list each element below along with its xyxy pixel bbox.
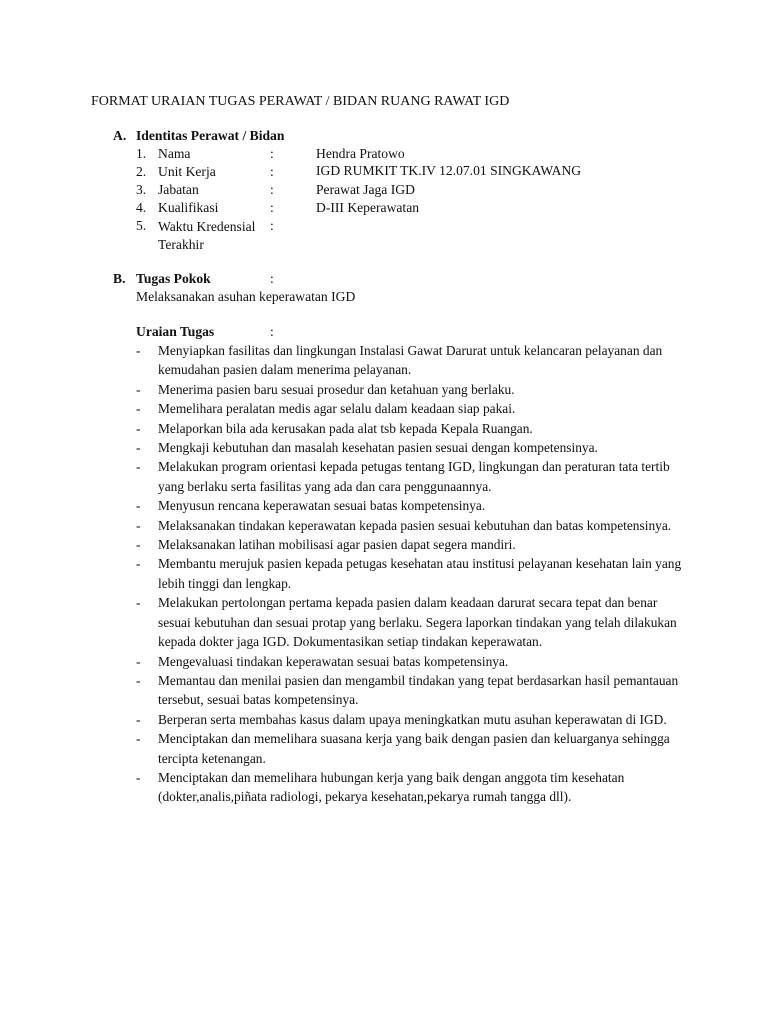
task-text: Menciptakan dan memelihara hubungan kerja yang baik dengan anggota tim kesehatan (dokter,analis,piñata radiologi, pekarya kesehatan,pekarya rumah tangga dll). <box>158 769 625 805</box>
uraian-tugas-colon: : <box>270 324 274 339</box>
row-value: Perawat Jaga IGD <box>316 182 415 197</box>
list-item <box>136 535 684 554</box>
dash-bullet: - <box>136 556 141 572</box>
task-text: Melaksanakan tindakan keperawatan kepada pasien sesuai kebutuhan dan batas kompetensinya. <box>158 517 672 533</box>
row-label: Unit Kerja <box>158 164 216 179</box>
dash-bullet: - <box>136 731 141 747</box>
dash-bullet: - <box>136 517 141 533</box>
section-b-letter: B. <box>113 271 126 286</box>
list-item <box>136 496 684 515</box>
list-item <box>136 710 684 729</box>
row-value: D-III Keperawatan <box>316 200 420 215</box>
row-colon: : <box>270 182 274 197</box>
dash-bullet: - <box>136 711 141 727</box>
section-b-colon: : <box>270 271 274 286</box>
list-item <box>136 729 684 768</box>
list-item <box>136 671 684 710</box>
dash-bullet: - <box>136 672 141 688</box>
row-colon: : <box>270 218 274 233</box>
dash-bullet: - <box>136 381 141 397</box>
row-colon: : <box>270 164 274 179</box>
task-text: Mengevaluasi tindakan keperawatan sesuai batas kompetensinya. <box>158 653 509 669</box>
section-a-letter: A. <box>113 128 127 143</box>
dash-bullet: - <box>136 459 141 475</box>
row-colon: : <box>270 146 274 161</box>
list-item <box>136 380 684 399</box>
row-label: Nama <box>158 146 191 161</box>
list-item <box>136 768 684 807</box>
dash-bullet: - <box>136 769 141 785</box>
list-item <box>136 419 684 438</box>
list-item <box>136 399 684 418</box>
task-text: Menerima pasien baru sesuai prosedur dan ketahuan yang berlaku. <box>158 381 515 397</box>
list-item <box>136 457 684 496</box>
row-number: 2. <box>136 164 147 179</box>
list-item <box>136 516 684 535</box>
row-label: Kualifikasi <box>158 200 219 215</box>
task-text: Melaksanakan latihan mobilisasi agar pasien dapat segera mandiri. <box>158 537 516 553</box>
row-number: 5. <box>136 218 147 233</box>
row-value: Hendra Pratowo <box>316 146 405 161</box>
dash-bullet: - <box>136 440 141 456</box>
task-text: Memelihara peralatan medis agar selalu dalam keadaan siap pakai. <box>158 401 516 417</box>
dash-bullet: - <box>136 498 141 514</box>
dash-bullet: - <box>136 343 141 358</box>
row-colon: : <box>270 200 274 215</box>
task-list <box>136 341 684 807</box>
task-text: Melaporkan bila ada kerusakan pada alat tsb kepada Kepala Ruangan. <box>158 420 533 436</box>
task-text: Berperan serta membahas kasus dalam upaya meningkatkan mutu asuhan keperawatan di IGD. <box>158 711 667 727</box>
list-item <box>136 554 684 593</box>
task-text: Menciptakan dan memelihara suasana kerja yang baik dengan pasien dan keluarganya sehingga tercipta ketenangan. <box>158 731 670 766</box>
row-number: 3. <box>136 182 147 197</box>
list-item <box>136 438 684 457</box>
list-item <box>136 593 684 651</box>
dash-bullet: - <box>136 595 141 611</box>
row-number: 1. <box>136 146 147 161</box>
row-label: Jabatan <box>158 182 199 197</box>
dash-bullet: - <box>136 420 141 436</box>
dash-bullet: - <box>136 401 141 417</box>
section-b-heading: Tugas Pokok <box>136 271 211 286</box>
document-title: FORMAT URAIAN TUGAS PERAWAT / BIDAN RUANG RAWAT IGD <box>91 94 510 109</box>
list-item <box>136 341 684 380</box>
list-item <box>136 652 684 671</box>
task-text: Mengkaji kebutuhan dan masalah kesehatan pasien sesuai dengan kompetensinya. <box>158 440 598 456</box>
task-text: Melakukan program orientasi kepada petugas tentang IGD, lingkungan dan peraturan tata tertib yang berlaku serta fasilitas yang ada dan cara penggunaannya. <box>158 459 670 494</box>
row-label: Waktu Kredensial Terakhir <box>158 219 256 252</box>
task-text: Memantau dan menilai pasien dan mengambil tindakan yang tepat berdasarkan hasil pemantauan tersebut, sesuai batas kompetensinya. <box>158 672 679 708</box>
section-a-heading: Identitas Perawat / Bidan <box>136 128 285 143</box>
task-text: Melakukan pertolongan pertama kepada pasien dalam keadaan darurat secara tepat dan benar sesuai kebutuhan dan sesuai protap yang berlaku. Segera laporkan tindakan yang telah dilakukan kepada dokter jaga IGD. Dokumentasikan setiap tindakan keperawatan. <box>158 595 677 650</box>
task-text: Membantu merujuk pasien kepada petugas kesehatan atau institusi pelayanan kesehatan lain yang lebih tinggi dan lengkap. <box>158 556 682 591</box>
dash-bullet: - <box>136 537 141 553</box>
task-text: Menyiapkan fasilitas dan lingkungan Instalasi Gawat Darurat untuk kelancaran pelayanan dan kemudahan pasien dalam menerima pelayanan. <box>158 343 663 378</box>
dash-bullet: - <box>136 653 141 669</box>
main-task-text: Melaksanakan asuhan keperawatan IGD <box>136 289 356 304</box>
uraian-tugas-heading: Uraian Tugas <box>136 324 215 339</box>
row-value: IGD RUMKIT TK.IV 12.07.01 SINGKAWANG <box>316 163 582 178</box>
task-text: Menyusun rencana keperawatan sesuai batas kompetensinya. <box>158 498 486 514</box>
row-number: 4. <box>136 200 147 215</box>
